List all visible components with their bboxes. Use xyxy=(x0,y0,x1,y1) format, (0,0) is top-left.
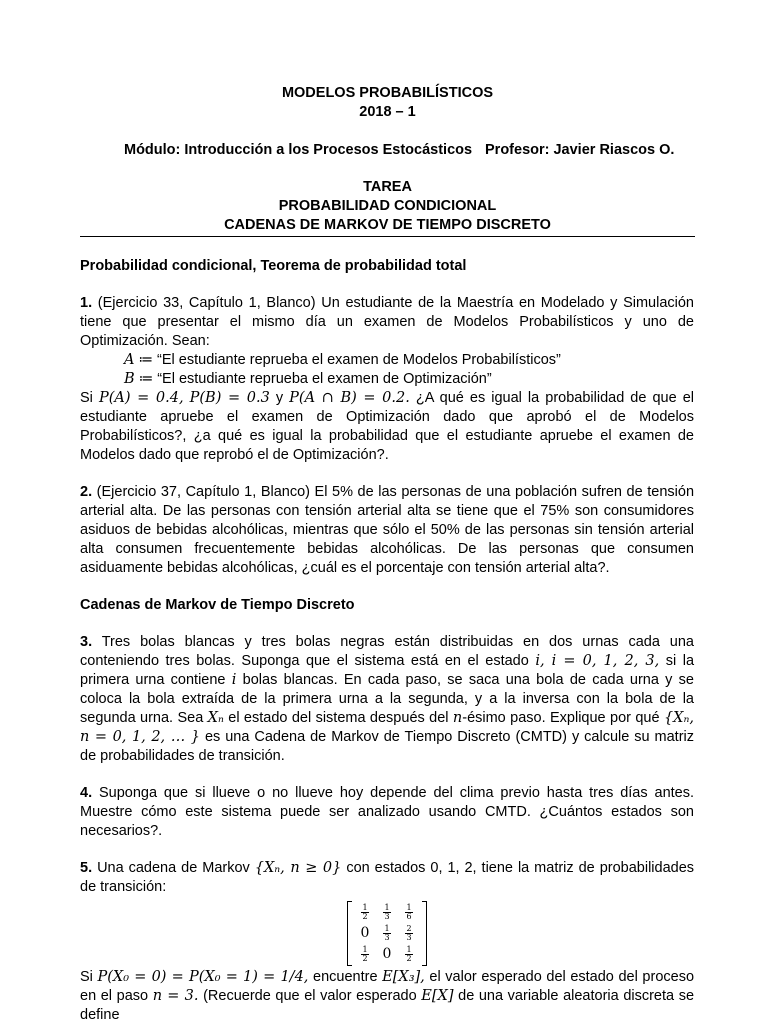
question-1 xyxy=(80,294,694,465)
question-1-intro: (Ejercicio 33, Capítulo 1, Blanco) Un estudiante de la Maestría en Modelado y Simulación tiene que presentar el mismo día un examen de Modelos Probabilísticos y uno de Optimización. Sean: xyxy=(80,295,694,349)
fraction-numerator: 2 xyxy=(406,924,412,933)
task-title-block xyxy=(80,178,695,235)
transition-matrix-wrap xyxy=(80,901,694,966)
prob-a-and-b: P(A ∩ B) = 0.2. xyxy=(289,390,410,406)
q3-math-2: i xyxy=(231,672,237,688)
fraction-denominator: 3 xyxy=(384,912,390,921)
fraction-denominator: 2 xyxy=(362,954,368,963)
q1-si: Si xyxy=(80,390,93,406)
matrix-fraction xyxy=(405,925,412,942)
q5-text-4: el valor esperado del estado del proceso en el paso xyxy=(80,969,695,1004)
definition-a xyxy=(80,351,694,370)
topic-1: PROBABILIDAD CONDICIONAL xyxy=(278,198,497,214)
matrix-fraction xyxy=(383,904,390,921)
matrix-cell: 0 xyxy=(382,946,392,962)
question-number: 2. xyxy=(80,484,93,500)
fraction-denominator: 3 xyxy=(384,933,390,942)
q3-text-3: bolas blancas. En cada paso, se saca una bola de cada urna y se coloca la bola extraída de la primera urna a la segunda, y a la inversa con la bola de la segunda urna. Sea xyxy=(80,672,694,726)
q5-math-4: n = 3. xyxy=(152,988,199,1004)
matrix-cell xyxy=(354,902,376,923)
question-3 xyxy=(80,633,694,766)
q5-text-3: encuentre xyxy=(313,969,378,985)
fraction-numerator: 1 xyxy=(384,903,390,912)
question-2-text: (Ejercicio 37, Capítulo 1, Blanco) El 5% de las personas de una población sufren de tensión arterial alta. De las personas con tensión arterial alta se tiene que el 75% son consumidores asiduos de bebidas alcohólicas, mientras que sólo el 50% de las personas sin tensión arterial alta consumen frecuentemente bebidas alcohólicas. De las personas que consumen asiduamente bebidas alcohólicas, ¿cuál es el porcentaje con tensión arterial alta?. xyxy=(80,484,695,576)
fraction-numerator: 1 xyxy=(362,945,368,954)
question-number: 5. xyxy=(80,860,93,876)
q3-text-1: Tres bolas blancas y tres bolas negras están distribuidas en dos urnas cada una conteniendo tres bolas. Suponga que el sistema está en el estado xyxy=(80,634,694,669)
matrix-fraction xyxy=(361,904,368,921)
q3-math-4: n xyxy=(452,710,463,726)
section-title-markov: Cadenas de Markov de Tiempo Discreto xyxy=(80,597,355,613)
question-number: 4. xyxy=(80,785,93,801)
section-title-probability: Probabilidad condicional, Teorema de probabilidad total xyxy=(80,258,467,274)
question-1-rest: ¿A qué es igual la probabilidad de que el estudiante apruebe el examen de Optimización dado que aprobó el de Modelos Probabilísticos?, ¿a qué es igual la probabilidad que el estudiante apruebe el examen de Modelos dado que reprobó el de Optimización?. xyxy=(80,390,694,463)
matrix-fraction xyxy=(383,925,390,942)
matrix-cell xyxy=(398,944,420,965)
fraction-denominator: 3 xyxy=(406,933,412,942)
matrix-fraction xyxy=(361,946,368,963)
matrix-fraction xyxy=(405,904,412,921)
symbol-b: B xyxy=(124,371,135,387)
definition-a-text: ≔ “El estudiante reprueba el examen de Modelos Probabilísticos” xyxy=(138,352,561,368)
question-4 xyxy=(80,784,694,841)
transition-matrix xyxy=(347,901,427,966)
q5-math-2: P(X₀ = 0) = P(X₀ = 1) = 1/4, xyxy=(97,969,309,985)
course-term: 2018 – 1 xyxy=(359,104,416,120)
definition-b-text: ≔ “El estudiante reprueba el examen de Optimización” xyxy=(138,371,492,387)
question-number: 1. xyxy=(80,295,93,311)
matrix-fraction xyxy=(405,946,412,963)
symbol-a: A xyxy=(124,352,135,368)
q5-math-3: E[X₃], xyxy=(382,969,425,985)
document-header xyxy=(80,84,695,122)
course-title: MODELOS PROBABILÍSTICOS xyxy=(281,85,494,101)
matrix-cell xyxy=(354,944,376,965)
q5-si: Si xyxy=(80,969,93,985)
matrix-grid xyxy=(352,901,422,966)
q3-math-1: i, i = 0, 1, 2, 3, xyxy=(535,653,660,669)
matrix-cell: 0 xyxy=(360,925,370,941)
q3-text-4: el estado del sistema después del xyxy=(228,710,449,726)
q5-text-6: de una variable aleatoria discreta se define xyxy=(80,988,695,1023)
q3-math-3: Xₙ xyxy=(207,710,224,726)
matrix-cell xyxy=(376,902,398,923)
fraction-numerator: 1 xyxy=(362,903,368,912)
q3-math-5: {Xₙ, n = 0, 1, 2, … } xyxy=(80,710,694,745)
q3-text-5: -ésimo paso. Explique por qué xyxy=(462,710,660,726)
q1-y: y xyxy=(275,390,284,406)
q5-text-5: (Recuerde que el valor esperado xyxy=(203,988,417,1004)
q5-math-1: {Xₙ, n ≥ 0} xyxy=(254,860,342,876)
q5-text-2: con estados 0, 1, 2, tiene la matriz de probabilidades de transición: xyxy=(80,860,695,895)
q3-text-6: es una Cadena de Markov de Tiempo Discreto (CMTD) y calcule su matriz de probabilidades de transición. xyxy=(80,729,694,764)
question-2 xyxy=(80,483,694,578)
prob-b: P(B) = 0.3 xyxy=(189,390,270,406)
fraction-numerator: 1 xyxy=(406,945,412,954)
q5-math-5: E[X] xyxy=(421,988,454,1004)
fraction-denominator: 2 xyxy=(406,954,412,963)
task-title: TAREA xyxy=(363,179,412,195)
matrix-cell xyxy=(398,923,420,944)
professor-name: Profesor: Javier Riascos O. xyxy=(485,142,675,158)
question-number: 3. xyxy=(80,634,93,650)
q5-text-1: Una cadena de Markov xyxy=(97,860,250,876)
fraction-denominator: 2 xyxy=(362,912,368,921)
question-4-text: Suponga que si llueve o no llueve hoy depende del clima previo hasta tres días antes. Muestre cómo este sistema puede ser analizado usando CMTD. ¿Cuántos estados son necesarios?. xyxy=(80,785,694,839)
document-body xyxy=(80,257,694,1025)
matrix-right-bracket xyxy=(422,901,427,966)
question-5 xyxy=(80,859,694,1025)
fraction-denominator: 6 xyxy=(406,912,412,921)
fraction-numerator: 1 xyxy=(406,903,412,912)
q3-text-2: si la primera urna contiene xyxy=(80,653,695,688)
matrix-cell xyxy=(398,902,420,923)
matrix-cell xyxy=(376,923,398,944)
prob-a: P(A) = 0.4, xyxy=(98,390,184,406)
header-divider xyxy=(80,236,695,237)
definition-b xyxy=(80,370,694,389)
topic-2: CADENAS DE MARKOV DE TIEMPO DISCRETO xyxy=(224,217,551,233)
fraction-numerator: 1 xyxy=(384,924,390,933)
module-name: Módulo: Introducción a los Procesos Estocásticos xyxy=(124,142,473,158)
